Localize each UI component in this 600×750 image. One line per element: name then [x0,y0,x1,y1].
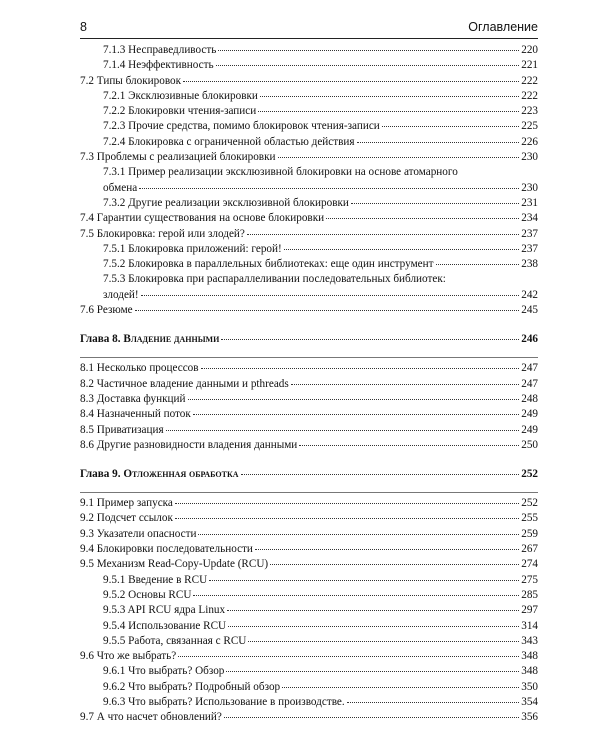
toc-entry-page: 350 [521,680,538,693]
toc-entry-text: 8.3 Доставка функций [80,392,186,405]
toc-entry-text: 8.6 Другие разновидности владения данными [80,438,298,451]
leader-dots [193,413,519,415]
chapter-8-heading[interactable] [80,332,538,347]
chapter-8-page: 246 [521,333,538,346]
toc-entry-page: 354 [521,695,538,708]
leader-dots [139,187,519,189]
toc-entry[interactable] [80,680,538,695]
toc-entry[interactable] [80,257,538,272]
toc-entry-page: 297 [521,604,538,617]
toc-entry-page: 230 [521,181,538,194]
toc-entry-text: злодей! [103,288,139,301]
chapter-9-list [80,496,538,725]
toc-entry-page: 245 [521,304,538,317]
toc-entry-text: 7.2.3 Прочие средства, помимо блокировок чтения-записи [103,120,380,133]
toc-entry[interactable] [80,58,538,73]
toc-entry[interactable] [80,438,538,453]
leader-dots [218,49,519,51]
toc-entry[interactable] [80,557,538,572]
toc-entry-text: 7.5.1 Блокировка приложений: герой! [103,242,282,255]
toc-entry[interactable] [80,165,538,196]
toc-entry-text: 7.3.2 Другие реализации эксклюзивной блокировки [103,196,349,209]
toc-entry[interactable] [80,649,538,664]
toc-entry-text-line1: 7.5.3 Блокировка при распараллеливании последовательных библиотек: [103,273,446,286]
toc-entry[interactable] [80,89,538,104]
leader-dots [299,444,519,446]
leader-dots [351,202,519,204]
toc-entry[interactable] [80,542,538,557]
toc-entry-text: 7.5.2 Блокировка в параллельных библиотеках: еще один инструмент [103,258,434,271]
chapter-9-heading[interactable] [80,467,538,482]
toc-entry[interactable] [80,634,538,649]
toc-entry[interactable] [80,392,538,407]
leader-dots [247,233,519,235]
toc-entry-text: 7.1.3 Несправедливость [103,44,217,56]
toc-entry[interactable] [80,511,538,526]
leader-dots [183,80,519,82]
toc-entry[interactable] [80,603,538,618]
toc-entry-text: 7.3 Проблемы с реализацией блокировки [80,151,276,164]
toc-entry-page: 230 [521,151,538,164]
leader-dots [270,563,519,565]
toc-entry-text: 8.4 Назначенный поток [80,408,191,421]
toc-entry[interactable] [80,196,538,211]
table-of-contents [80,43,538,726]
toc-entry[interactable] [80,74,538,89]
chapter-9-title: Отложенная обработка [123,468,239,481]
leader-dots [224,716,519,718]
chapter-8-title: Владение данными [123,333,220,346]
toc-entry-page: 238 [521,258,538,271]
toc-entry-page: 234 [521,212,538,225]
toc-entry-page: 259 [521,527,538,540]
toc-entry-page: 221 [521,59,538,72]
toc-entry-page: 252 [521,497,538,510]
toc-entry[interactable] [80,211,538,226]
toc-entry[interactable] [80,227,538,242]
toc-entry[interactable] [80,423,538,438]
leader-dots [135,309,520,311]
toc-entry-text: 7.2.4 Блокировка с ограниченной областью действия [103,135,355,148]
toc-entry-page: 222 [521,74,538,87]
toc-entry-page: 343 [521,634,538,647]
toc-entry-page: 348 [521,665,538,678]
toc-entry-text: 8.2 Частичное владение данными и pthreads [80,377,289,390]
toc-entry-text: 8.1 Несколько процессов [80,362,199,375]
leader-dots [175,502,519,504]
toc-entry[interactable] [80,710,538,725]
toc-entry-page: 314 [521,619,538,632]
toc-entry-page: 247 [521,362,538,375]
toc-entry-text: 7.5 Блокировка: герой или злодей? [80,227,245,240]
toc-entry-text: 9.5.4 Использование RCU [103,619,227,632]
toc-entry-text: 9.7 А что насчет обновлений? [80,711,222,724]
toc-entry-page: 275 [521,573,538,586]
leader-dots [141,294,520,296]
toc-entry-page: 250 [521,438,538,451]
toc-entry[interactable] [80,104,538,119]
toc-entry-page: 267 [521,543,538,556]
toc-entry[interactable] [80,695,538,710]
leader-dots [198,533,519,535]
toc-entry-page: 249 [521,408,538,421]
toc-entry-page: 237 [521,227,538,240]
toc-entry-page: 242 [521,288,538,301]
chapter-separator [80,492,538,493]
toc-entry-page: 285 [521,588,538,601]
toc-entry-text: 8.5 Приватизация [80,423,164,436]
toc-entry-page: 226 [521,135,538,148]
toc-entry-page: 220 [521,44,538,56]
toc-entry[interactable] [80,150,538,165]
leader-dots [228,625,519,627]
toc-entry-text: 9.6.2 Что выбрать? Подробный обзор [103,680,281,693]
leader-dots [436,263,520,265]
leader-dots [209,579,519,581]
toc-entry-page: 225 [521,120,538,133]
toc-entry-text: 7.4 Гарантии существования на основе блокировки [80,212,325,225]
toc-entry-text: 7.6 Резюме [80,304,133,317]
leader-dots [248,640,519,642]
toc-entry-page: 249 [521,423,538,436]
chapter-9-prefix: Глава 9. [80,468,121,481]
leader-dots [284,248,519,250]
toc-entry-text: 9.1 Пример запуска [80,497,173,510]
page-header [80,18,538,39]
toc-entry[interactable] [80,135,538,150]
toc-entry[interactable] [80,527,538,542]
section-7-list [80,43,538,318]
toc-entry-text: 7.1.4 Неэффективность [103,59,214,72]
leader-dots [166,429,520,431]
page-number: 8 [80,20,87,34]
toc-entry-text: 7.2.1 Эксклюзивные блокировки [103,89,258,102]
leader-dots [258,110,519,112]
toc-entry-text: 9.5.3 API RCU ядра Linux [103,604,226,617]
toc-entry[interactable] [80,407,538,422]
toc-entry-text: 7.2.2 Блокировки чтения-записи [103,105,257,118]
leader-dots [291,383,519,385]
leader-dots [382,125,519,127]
toc-entry[interactable] [80,242,538,257]
toc-entry-text: 9.3 Указатели опасности [80,527,197,540]
toc-entry[interactable] [80,119,538,134]
leader-dots [193,594,519,596]
toc-entry-text: 9.5.1 Введение в RCU [103,573,208,586]
running-title: Оглавление [468,20,538,34]
toc-entry[interactable] [80,573,538,588]
toc-entry-page: 348 [521,650,538,663]
leader-dots [216,64,520,66]
toc-entry[interactable] [80,588,538,603]
toc-entry[interactable] [80,664,538,679]
leader-dots [326,217,519,219]
leader-dots [221,339,519,340]
leader-dots [175,517,519,519]
toc-entry-text: обмена [103,181,138,194]
toc-entry[interactable] [80,496,538,511]
leader-dots [178,655,519,657]
toc-entry-text-line1: 7.3.1 Пример реализации эксклюзивной блокировки на основе атомарного [103,166,458,179]
chapter-8-list [80,361,538,453]
toc-entry-text: 9.5.5 Работа, связанная с RCU [103,634,247,647]
leader-dots [260,95,519,97]
toc-entry-page: 223 [521,105,538,118]
toc-entry-text: 9.5 Механизм Read-Copy-Update (RCU) [80,558,269,571]
leader-dots [201,367,520,369]
chapter-8-prefix: Глава 8. [80,333,121,346]
chapter-9-page: 252 [521,468,538,481]
toc-entry[interactable] [80,361,538,376]
toc-entry-page: 222 [521,89,538,102]
toc-entry-page: 247 [521,377,538,390]
toc-entry-page: 231 [521,196,538,209]
toc-entry-text: 9.4 Блокировки последовательности [80,543,253,556]
toc-entry-text: 7.2 Типы блокировок [80,74,182,87]
leader-dots [255,548,519,550]
toc-entry-text: 9.6 Что же выбрать? [80,650,177,663]
toc-entry[interactable] [80,619,538,634]
toc-entry[interactable] [80,377,538,392]
toc-entry[interactable] [80,303,538,318]
toc-entry-page: 356 [521,711,538,724]
leader-dots [227,609,519,611]
toc-entry-text: 9.6.3 Что выбрать? Использование в производстве. [103,695,345,708]
toc-entry-text: 9.6.1 Что выбрать? Обзор [103,665,225,678]
toc-entry-page: 274 [521,558,538,571]
leader-dots [357,141,520,143]
toc-entry-text: 9.5.2 Основы RCU [103,588,192,601]
chapter-separator [80,357,538,358]
toc-entry-page: 255 [521,512,538,525]
leader-dots [282,686,519,688]
leader-dots [347,701,520,703]
toc-entry[interactable] [80,43,538,58]
leader-dots [188,398,520,400]
toc-entry-text: 9.2 Подсчет ссылок [80,512,173,525]
toc-entry[interactable] [80,272,538,303]
toc-entry-page: 248 [521,392,538,405]
leader-dots [278,156,520,158]
leader-dots [226,670,519,672]
toc-entry-page: 237 [521,242,538,255]
leader-dots [241,474,520,475]
